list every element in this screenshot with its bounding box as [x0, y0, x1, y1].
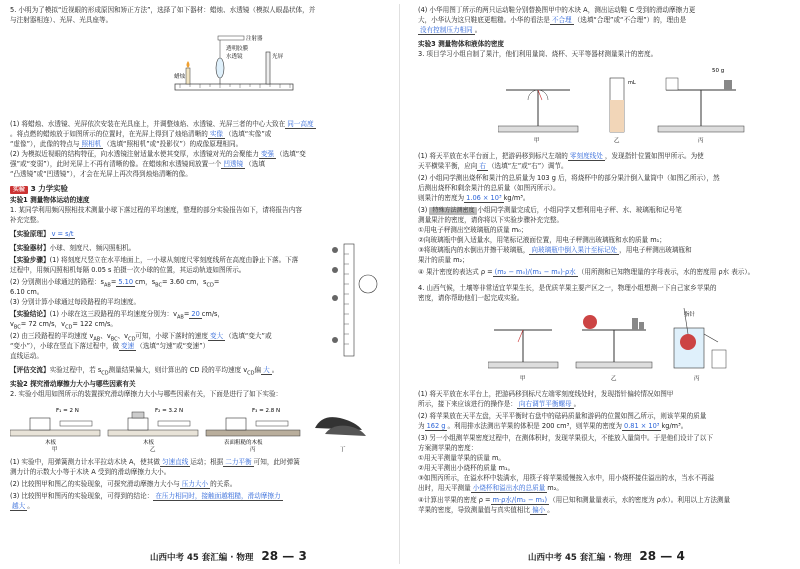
- answer-larger: 大: [263, 366, 270, 374]
- answer-real-image: 实像: [209, 130, 223, 138]
- answer-concave-lens: 凹透镜: [223, 160, 244, 168]
- answer-juice-density: 1.06 × 10³: [466, 194, 502, 202]
- ball-position-a: [332, 247, 338, 253]
- answer-apple-density: 0.81 × 10³: [624, 422, 660, 430]
- exp1-title: 实验1 测量物体运动的速度: [10, 196, 90, 204]
- exp1-steps3: (2) 分别测出小球通过的路程：$s_{AB}= 5.10$ cm，$s_{BC}= 3.60$ cm，$s_{CD}=$: [10, 278, 220, 289]
- right-page: [408, 0, 800, 569]
- q5-line6: (2) 为模拟近视眼的结构特征，向水透镜注射适量水使其变厚，水透镜对光的会聚能力 变强 （选填“变: [10, 150, 306, 158]
- q5-line2: 与注射器相连）、光屏、光具座等。: [10, 16, 113, 24]
- answer-adjust-right: 向右调节平衡螺母: [518, 400, 572, 408]
- answer-two-force-balance: 二力平衡: [225, 458, 252, 466]
- label-screen: 光屏: [272, 54, 284, 60]
- answer-formula: v = s/t: [51, 230, 74, 238]
- exp3-line10: ②向玻璃瓶中倒入适量水，用笔标记液面位置，用电子秤测出玻璃瓶和水的质量 m₁；: [418, 236, 666, 244]
- section-mechanics: 实验 3 力学实验: [10, 184, 68, 194]
- svg-text:乙: 乙: [150, 447, 156, 452]
- svg-text:表面粗糙的木板: 表面粗糙的木板: [224, 440, 263, 446]
- answer-unreasonable: 不合理: [551, 16, 572, 24]
- label-syringe: 注射器: [246, 36, 263, 42]
- exp2-line4: (2) 比较图甲和图乙的实验现象，可探究滑动摩擦力大小与 压力大小 的关系。: [10, 480, 237, 488]
- q5-line5: “虚像”），此像的特点与 照相机 （选填“照相机”或“投影仪”）的成像原理相同。: [10, 140, 243, 148]
- q5-line8: “凸透镜”或“凹透镜”），才会在光屏上再次得到烛焰清晰的像。: [10, 170, 192, 178]
- page-divider: [399, 4, 400, 564]
- q4-line2: 密度，请你帮助他们一起完成实验。: [418, 294, 524, 302]
- svg-text:丙: 丙: [698, 138, 704, 144]
- answer-uniform-linear: 匀速直线: [161, 458, 189, 466]
- answer-pour-juice: 向玻璃瓶中倒入果汁至标记处: [531, 246, 618, 254]
- exp2-line2: (1) 实验中，用弹簧测力计水平拉动木块 A，使其做 匀速直线 运动；根据 二力平衡 可知，此时弹簧: [10, 458, 300, 466]
- answer-camera: 照相机: [81, 140, 102, 148]
- q4-line3: (1) 将天平放在水平台上，把游码移到标尺左端零刻度线处时，发现指针偏转情况如图甲: [418, 390, 674, 398]
- label-water-lens: 水透镜: [226, 54, 243, 60]
- answer-pressure: 压力大小: [181, 480, 209, 488]
- balance-figure-c: [658, 68, 744, 144]
- svg-text:甲: 甲: [52, 447, 58, 452]
- exp1-conclusion1: 【实验结论】(1) 小球在这三段路程的平均速度分别为：$v_{AB}= 20$ cm/s，: [10, 310, 225, 321]
- answer-apple-mass: 162 g: [426, 422, 446, 430]
- q4-line9: ①用天平测量苹果的质量 m。: [418, 454, 505, 462]
- label-film: 透明胶膜: [226, 46, 249, 52]
- screen-shape: [266, 52, 270, 84]
- answer-apple-expression: m·ρ水/(m₂ − m₁): [492, 496, 548, 504]
- magnifier-circle: [359, 275, 377, 293]
- shoe-figure-d: [315, 417, 366, 452]
- exp1-conclusion2: $v_{BC}= 72$ cm/s，$v_{CD}= 122$ cm/s。: [10, 320, 118, 331]
- q4-line14: 苹果的密度，导致测量值与真实值相比 偏小 。: [418, 506, 554, 514]
- candle-shape: [186, 68, 190, 84]
- answer-measure-cup: 小烧杯和溢出水的总质量: [472, 484, 546, 492]
- q5-line4: 。将点燃的蜡烛放于如图所示的位置时，在光屏上得到了烛焰清晰的 实像 （选填“实像”或: [10, 130, 272, 138]
- answer-pressure-not-controlled: 没有控制压力相同: [420, 26, 473, 34]
- right-footer: 山西中考 45 套汇编 · 物理 28 — 4: [528, 549, 685, 563]
- svg-text:木板: 木板: [143, 440, 155, 446]
- answer-becomes-larger: 变大: [209, 332, 224, 340]
- exp3-line8: 测量果汁的密度，请你将以下实验步骤补充完整。: [418, 216, 564, 224]
- ball-position-c: [332, 295, 338, 301]
- apple-shape: [583, 315, 597, 329]
- apple-balance-a: [488, 330, 558, 382]
- juice-density-figures: [498, 60, 748, 146]
- svg-text:F₃ = 2.8 N: F₃ = 2.8 N: [252, 408, 281, 414]
- exp1-steps1: 【实验步骤】(1) 将刻度尺竖立在水平地面上，一小球从刻度尺零刻度线所在高度由静止下落。下落: [10, 256, 299, 264]
- exp1-principle: 【实验原理】 v = s/t: [10, 230, 74, 238]
- q4-line7: (3) 另一小组测苹果密度过程中，在测体积时，发现苹果很大，不能放入量筒中。于是他们设计了以下: [418, 434, 713, 442]
- exp2-title: 实验2 探究滑动摩擦力大小与哪些因素有关: [10, 380, 136, 388]
- exp1-line2: 补充完整。: [10, 216, 43, 224]
- q4-line12: 出时，用天平测量 小烧杯和溢出水的总质量 m₂。: [418, 484, 563, 492]
- svg-text:甲: 甲: [520, 376, 526, 382]
- exp3-title: 实验3 测量物体和液体的密度: [418, 40, 505, 48]
- label-chopsticks: 指针: [684, 312, 696, 318]
- svg-text:50 g: 50 g: [712, 68, 725, 74]
- q5-line1: 5. 小明为了模拟“近视眼的形成原因和矫正方法”，选择了如下器材：蜡烛、水透镜（模拟人眼晶状体，并: [10, 6, 316, 14]
- friction-figure-c: [206, 408, 300, 452]
- exp2-line6: 越大 。: [12, 502, 34, 510]
- optical-bench-figure: [170, 28, 300, 100]
- r1-line1: (4) 小华用图丁所示的两只运动鞋分别替换图甲中的木块 A，测出运动鞋 C 受到的滑动摩擦力更: [418, 6, 696, 14]
- exp1-evaluation: 【评估交流】实验过程中，若 $s_{CD}$测量结果偏大，则计算出的 CD 段的平均速度 $v_{CD}$偏 大 。: [10, 366, 279, 377]
- answer-smaller: 偏小: [532, 506, 546, 514]
- exp1-line1: 1. 某同学利用频闪照相技术测量小球下落过程的平均速度，整理的部分实验报告如下，请将报告内容: [10, 206, 302, 214]
- ball-position-d: [332, 337, 338, 343]
- flame-shape: [187, 61, 190, 68]
- exp1-conclusion4: “变小”），小球在竖直下落过程中，做 变速 （选填“匀速”或“变速”）: [10, 342, 210, 350]
- q4-line11: ③如图丙所示，在溢水杯中装满水，用筷子将苹果缓慢按入水中，用小烧杯接住溢出的水，当水不再溢: [418, 474, 715, 482]
- q4-line4: 所示，接下来应该进行的操作是： 向右调节平衡螺母 。: [418, 400, 581, 408]
- section-badge: 实验: [10, 186, 28, 194]
- q4-line13: ④计算出苹果的密度 ρ = m·ρ水/(m₂ − m₁) （用已知和测量量表示，水的密度为 ρ水）。利用以上方法测量: [418, 496, 731, 504]
- svg-text:丙: 丙: [250, 447, 256, 452]
- exp3-line9: ①用电子秤测出空玻璃瓶的质量 m₀；: [418, 226, 528, 234]
- exp1-conclusion5: 直线运动。: [10, 352, 43, 360]
- special-method-tag: 特殊方法测密度: [429, 207, 477, 215]
- q4-line8: 方案测苹果的密度：: [418, 444, 478, 452]
- exp3-line7: (3) 特殊方法测密度 小组同学测量完成后，小组同学又想利用电子秤、水、玻璃瓶和记号笔: [418, 206, 682, 214]
- water-lens-shape: [216, 58, 224, 78]
- flash-photo-figure: [320, 240, 380, 360]
- svg-text:乙: 乙: [611, 376, 617, 382]
- answer-stronger: 变强: [260, 150, 274, 158]
- exp1-equipment: 【实验器材】小球、刻度尺、频闪照相机。: [10, 244, 136, 252]
- r1-line3: 没有控制压力相同 。: [420, 26, 482, 34]
- exp1-steps4: 6.10 cm。: [10, 288, 44, 296]
- exp1-steps5: (3) 分别计算小球通过每段路程的平均速度。: [10, 298, 141, 306]
- answer-right: 右: [479, 162, 486, 170]
- exp3-line6: 则果汁的密度为 1.06 × 10³ kg/m³。: [418, 194, 530, 202]
- overflow-cup-c: [674, 308, 726, 382]
- q4-line1: 4. 山西气候，土壤等非常适宜苹果生长，是优质苹果主要产区之一，物理小组想测一下自己家乡苹果的: [418, 284, 717, 292]
- q5-line3: (1) 将蜡烛、水透镜、光屏依次安装在光具座上，并调整烛焰、水透镜、光屏三者的中心大致在 同一高度: [10, 120, 314, 128]
- friction-figure-a: [10, 408, 100, 452]
- exp3-line4: (2) 小组同学测出烧杯和果汁的总质量为 103 g 后，将烧杯中的部分果汁倒入量筒中（如图乙所示），然: [418, 174, 720, 182]
- svg-text:F₂ = 3.2 N: F₂ = 3.2 N: [155, 408, 184, 414]
- exp2-line3: 测力计的示数大小等于木块 A 受到的滑动摩擦力大小。: [10, 468, 171, 476]
- exp3-line11: ③将玻璃瓶内的水倒出并擦干玻璃瓶， 向玻璃瓶中倒入果汁至标记处 ，用电子秤测出玻璃瓶和: [418, 246, 692, 254]
- answer-friction-conclusion: 在压力相同时，接触面越粗糙，滑动摩擦力: [155, 492, 281, 500]
- exp2-line1: 2. 实验小组用如图所示的装置探究滑动摩擦力大小与哪些因素有关，下面是进行了如下实验：: [10, 390, 283, 398]
- q4-line10: ②用天平测出小烧杯的质量 m₁。: [418, 464, 515, 472]
- exp1-steps2: 过程中，用频闪照相机每隔 0.05 s 拍摄一次小球的位置，其运动轨迹如图所示。: [10, 266, 246, 274]
- exp3-line3: 天平横梁平衡，应向 右 （选填“左”或“右”）调节。: [418, 162, 568, 170]
- syringe-shape: [218, 36, 244, 40]
- left-footer: 山西中考 45 套汇编 · 物理 28 — 3: [150, 549, 307, 563]
- balance-figure-a: [498, 90, 578, 144]
- exp3-line1: 3. 项目学习小组自制了果汁，他们利用量筒、烧杯、天平等器材测量果汁的密度。: [418, 50, 658, 58]
- answer-zero-line: 零刻度线处: [569, 152, 603, 160]
- answer-sab: 5.10: [118, 278, 134, 286]
- svg-text:乙: 乙: [614, 138, 620, 144]
- exp2-line5: (3) 比较图甲和图丙的实验现象，可得到的结论： 在压力相同时，接触面越粗糙，滑动摩擦力: [10, 492, 281, 500]
- friction-figures: [10, 400, 380, 452]
- exp3-line5: 后测出烧杯和剩余果汁的总质量（如图丙所示）。: [418, 184, 560, 192]
- svg-text:丙: 丙: [694, 376, 700, 382]
- friction-figure-b: [108, 408, 198, 452]
- exp1-conclusion3: (2) 由三段路程的平均速度 $v_{AB}$、$v_{BC}$、$v_{CD}$可知，小球下落时的速度 变大 （选填“变大”或: [10, 332, 272, 343]
- exp3-line12: 果汁的质量 m₂；: [418, 256, 469, 264]
- exp3-line2: (1) 将天平放在水平台面上，把游码移到标尺左端的 零刻度线处 ，发现指针位置如图甲所示。为使: [418, 152, 704, 160]
- svg-text:木板: 木板: [45, 440, 57, 446]
- q5-line7: 强”或“变弱”），此时光屏上不再有清晰的像。在蜡烛和水透镜间放置一个 凹透镜 （选填: [10, 160, 265, 168]
- answer-same-height: 同一高度: [287, 120, 314, 128]
- svg-text:丁: 丁: [340, 447, 346, 452]
- answer-density-expression: (m₂ − m₀)/(m₁ − m₀)·ρ水: [494, 268, 576, 276]
- q4-line5: (2) 将苹果放在天平左盘，天平平衡时右盘中的砝码质量和游码的位置如图乙所示，则该苹果的质量: [418, 412, 707, 420]
- svg-text:甲: 甲: [534, 138, 540, 144]
- answer-variable-speed: 变速: [121, 342, 135, 350]
- svg-text:mL: mL: [628, 80, 636, 86]
- left-page: [0, 0, 392, 569]
- graduated-cylinder-b: [610, 78, 636, 144]
- svg-text:F₁ = 2 N: F₁ = 2 N: [56, 408, 79, 414]
- answer-vab: 20: [191, 310, 200, 318]
- apple-density-figures: [488, 304, 738, 384]
- r1-line2: 大，小华认为这只鞋底更粗糙。小华的看法是 不合理 （选填“合理”或“不合理”）的，理由是: [418, 16, 687, 24]
- ball-position-b: [332, 267, 338, 273]
- q4-line6: 为 162 g 。利用排水法测出苹果的体积是 200 cm³，则苹果的密度为 0.81 × 10³ kg/m³。: [418, 422, 688, 430]
- label-candle: 蜡烛: [174, 74, 186, 80]
- exp3-line13: ④ 果汁密度的表达式 ρ = (m₂ − m₀)/(m₁ − m₀)·ρ水 （用所测和已知物理量的字母表示，水的密度用 ρ水 表示）。: [418, 268, 755, 276]
- apple-balance-b: [576, 315, 652, 382]
